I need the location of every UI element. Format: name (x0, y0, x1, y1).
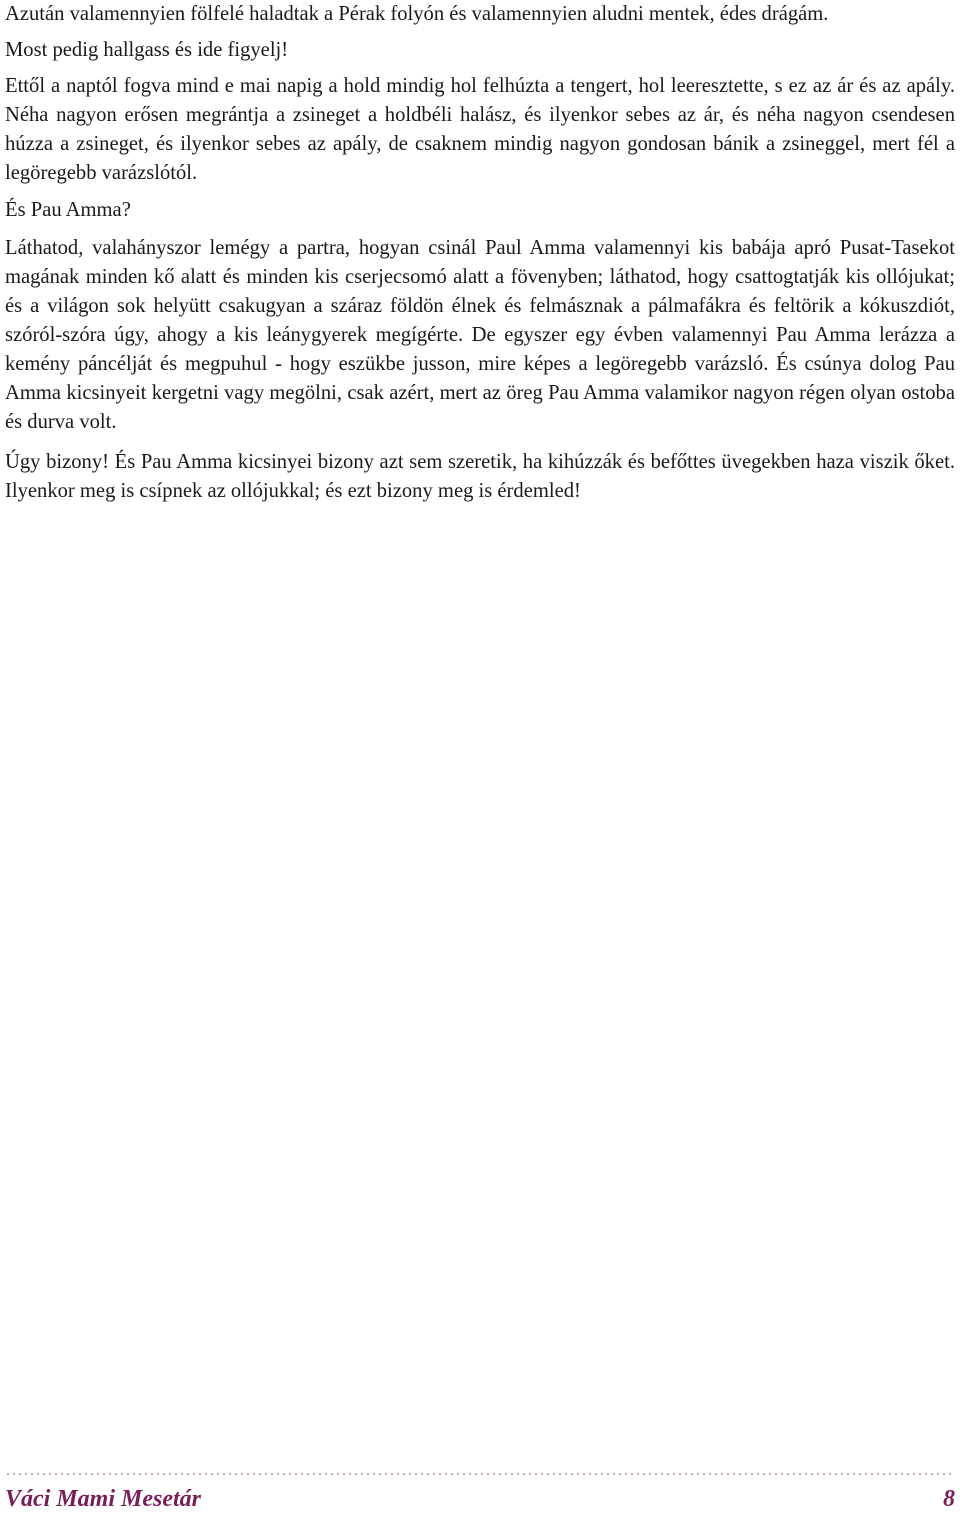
footer-divider (5, 1470, 955, 1478)
paragraph-3: Ettől a naptól fogva mind e mai napig a hold mindig hol felhúzta a tengert, hol leeresztette, s ez az ár és az apály. Néha nagyon erősen megrántja a zsineget a holdbéli halász, és ilyenkor sebes az ár, és néha nagyon csendesen húzza a zsineget, és ilyenkor sebes az apály, de csaknem mindig nagyon gondosan bánik a zsineggel, mert fél a legöregebb varázslótól. (5, 75, 955, 184)
paragraph-5: Láthatod, valahányszor lemégy a partra, hogyan csinál Paul Amma valamennyi kis babája apró Pusat-Tasekot magának minden kő alatt és minden kis cserjecsomó alatt a fövenyben; láthatod, hogy csattogtatják kis ollójukat; és a világon sok helyütt csakugyan a száraz földön élnek és felmásznak a pálmafákra és feltörik a kókuszdiót, szóról-szóra úgy, ahogy a kis leánygyerek megígérte. De egyszer egy évben valamennyi Pau Amma lerázza a kemény páncélját és megpuhul - hogy eszükbe jusson, mire képes a legöregebb varázsló. És csúnya dolog Pau Amma kicsinyeit kergetni vagy megölni, csak azért, mert az öreg Pau Amma valamikor nagyon régen olyan ostoba és durva volt. (5, 237, 955, 433)
document-body (5, 0, 955, 516)
paragraph-2: Most pedig hallgass és ide figyelj! (5, 39, 289, 61)
page-number: 8 (943, 1485, 955, 1512)
paragraph-1: Azután valamennyien fölfelé haladtak a Pérak folyón és valamennyien aludni mentek, édes drágám. (5, 3, 829, 25)
paragraph-4: És Pau Amma? (5, 199, 131, 221)
page-footer (5, 1484, 955, 1514)
footer-title: Váci Mami Mesetár (5, 1485, 201, 1512)
paragraph-6: Úgy bizony! És Pau Amma kicsinyei bizony azt sem szeretik, ha kihúzzák és befőttes üvegekben haza viszik őket. Ilyenkor meg is csípnek az ollójukkal; és ezt bizony meg is érdemled! (5, 451, 955, 502)
